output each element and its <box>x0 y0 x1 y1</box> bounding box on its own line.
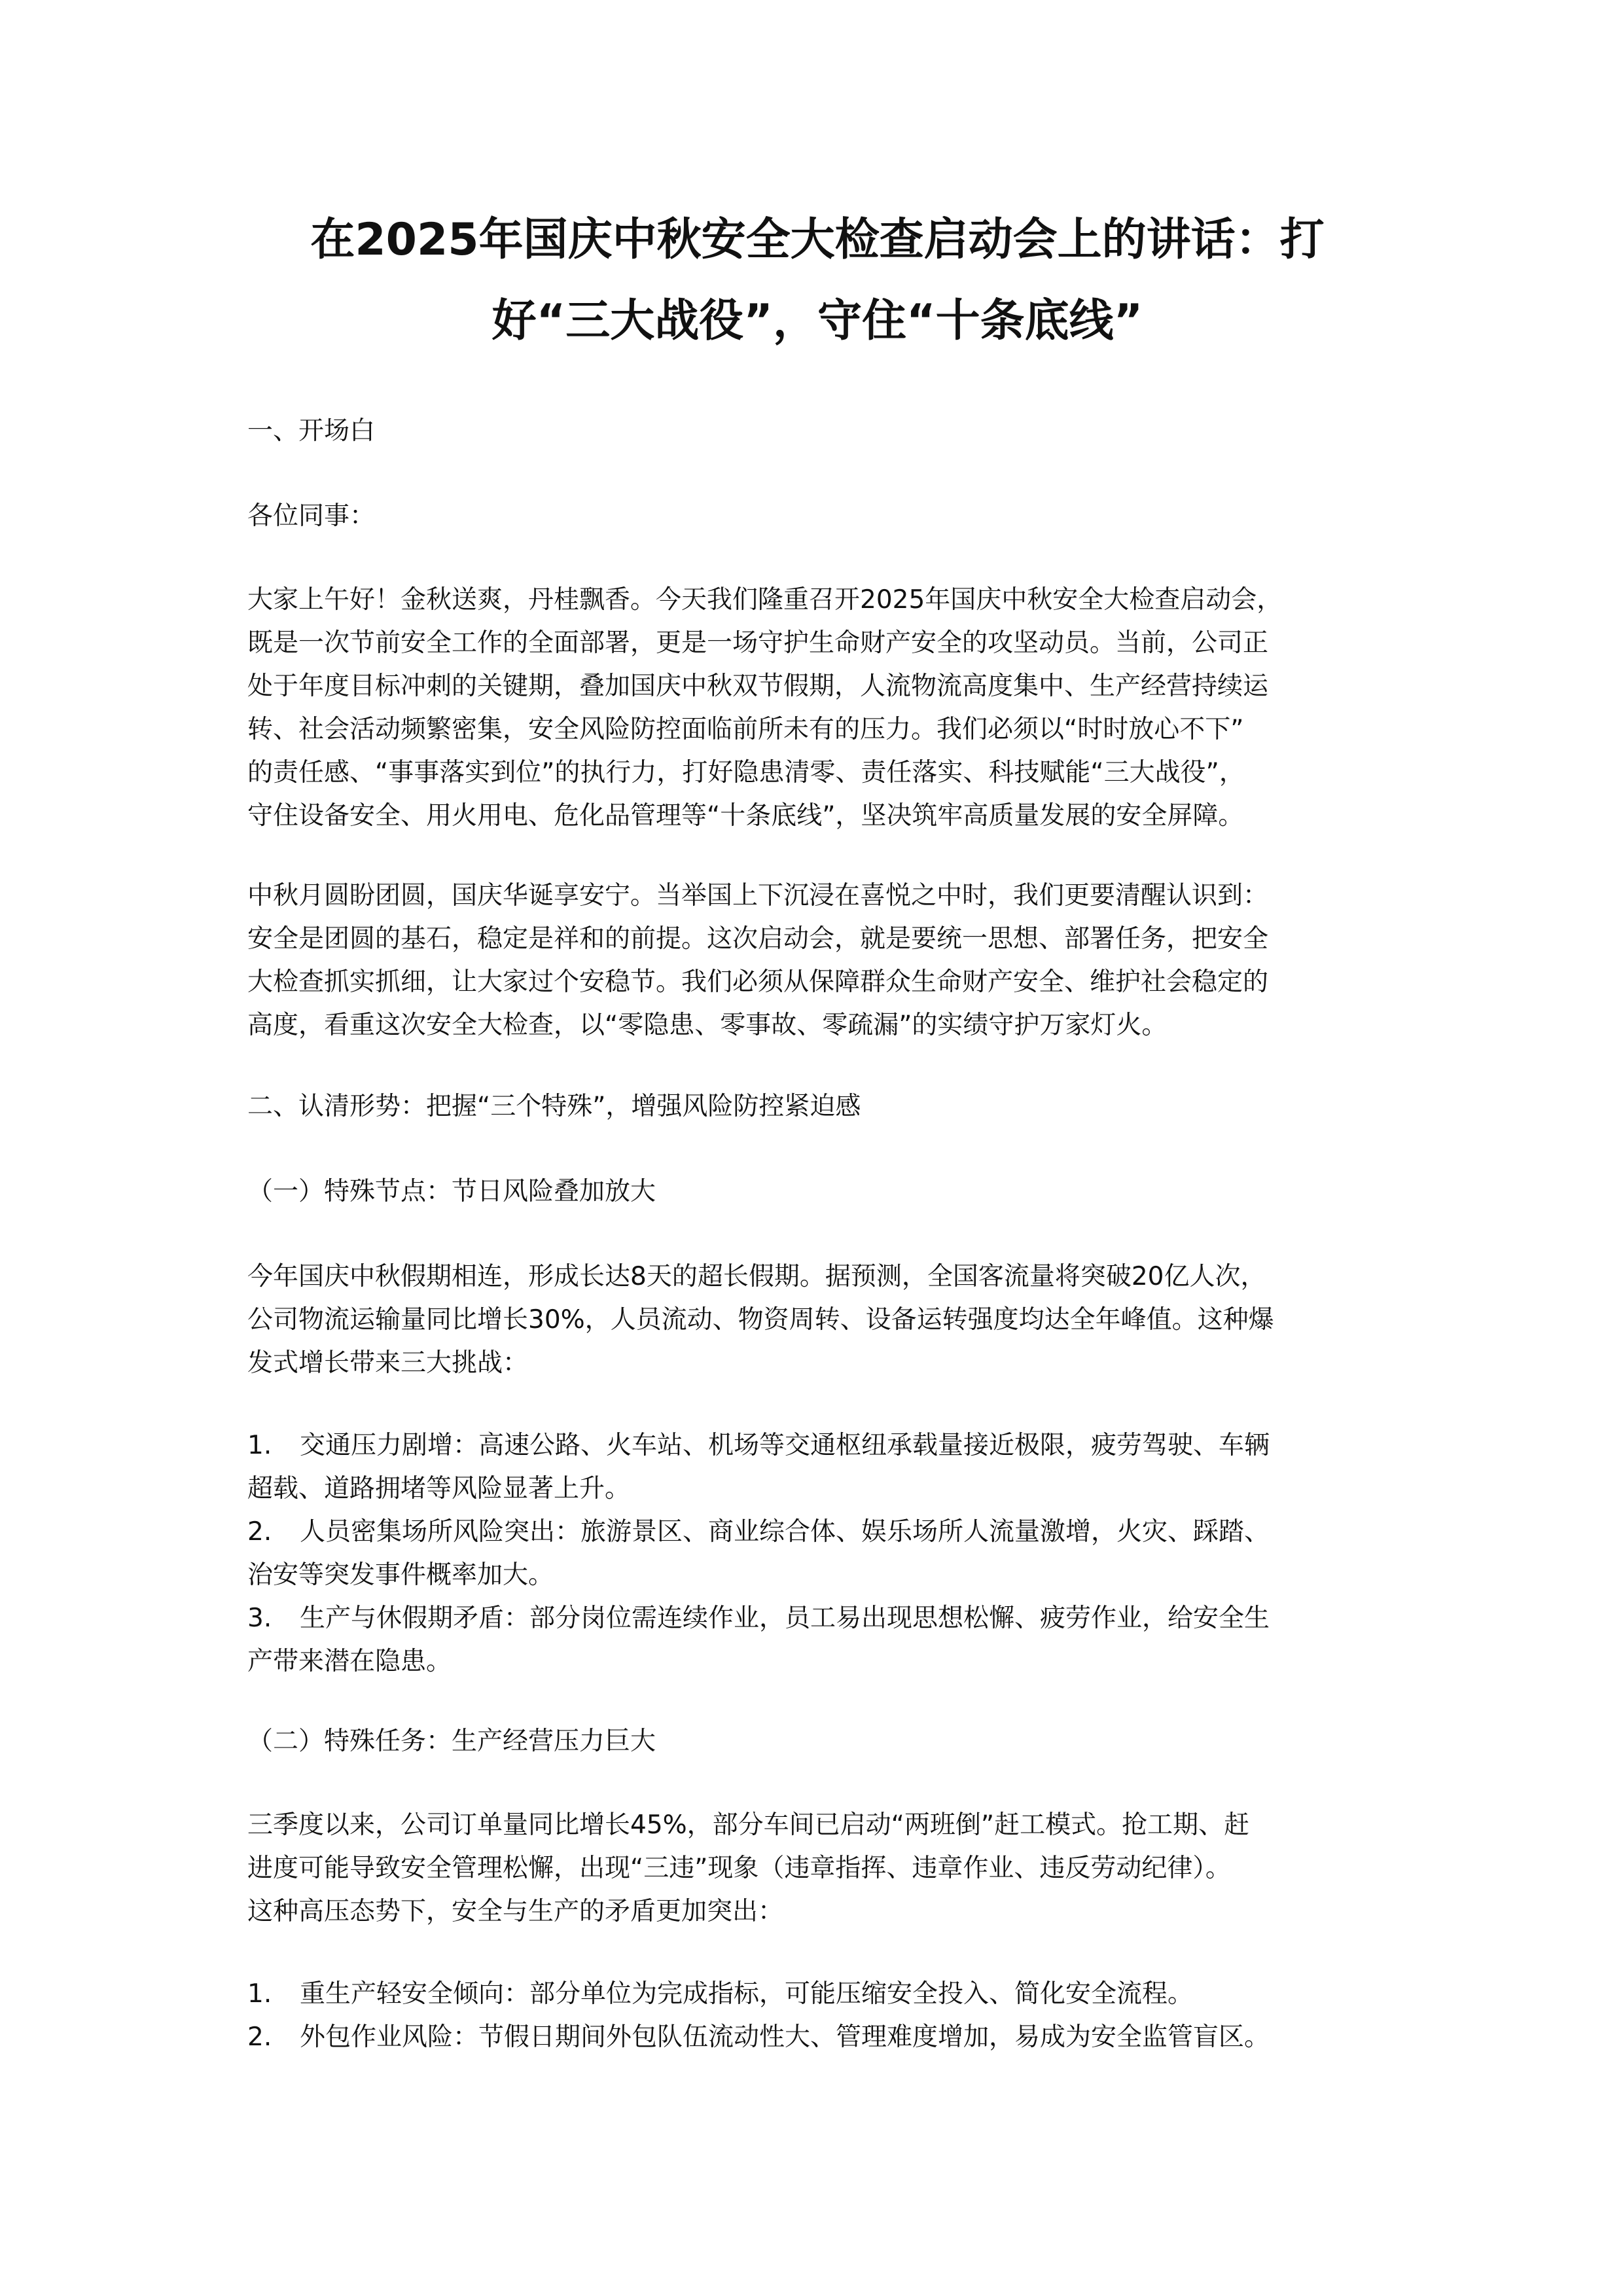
title-line: 好“三大战役”，守住“十条底线” <box>491 295 1143 347</box>
paragraph: 三季度以来，公司订单量同比增长45%，部分车间已启动“两班倒”赶工模式。抢工期、赶 进度可能导致安全管理松懈，出现“三违”现象（违章指挥、违章作业、违反劳动纪律）。 这种高压态势下，安全与生产的矛盾更加突出： <box>247 1810 1250 1926</box>
document-title <box>247 200 1387 362</box>
list-item-continuation: 超载、道路拥堵等风险显著上升。 <box>247 1474 631 1503</box>
list-item: 2. 外包作业风险：节假日期间外包队伍流动性大、管理难度增加，易成为安全监管盲区。 <box>247 2022 1270 2052</box>
paragraph: 中秋月圆盼团圆，国庆华诞享安宁。当举国上下沉浸在喜悦之中时，我们更要清醒认识到： 安全是团圆的基石，稳定是祥和的前提。这次启动会，就是要统一思想、部署任务，把安全 大检查抓实抓细，让大家过个安稳节。我们必须从保障群众生命财产安全、维护社会稳定的 高度，看重这次安全大检查，以“零隐患、零事故、零疏漏”的实绩守护万家灯火。 <box>247 881 1269 1040</box>
list-item: 3. 生产与休假期矛盾：部分岗位需连续作业，员工易出现思想松懈、疲劳作业，给安全生 <box>247 1604 1270 1633</box>
subsection-heading: （二）特殊任务：生产经营压力巨大 <box>247 1727 656 1756</box>
title-line: 在2025年国庆中秋安全大检查启动会上的讲话：打 <box>310 214 1325 266</box>
list-item-continuation: 治安等突发事件概率加大。 <box>247 1560 554 1590</box>
list-item: 1. 交通压力剧增：高速公路、火车站、机场等交通枢纽承载量接近极限，疲劳驾驶、车辆 <box>247 1431 1270 1460</box>
list-item-continuation: 产带来潜在隐患。 <box>247 1647 452 1676</box>
numbered-list <box>247 1424 1387 1683</box>
numbered-list <box>247 1973 1387 2059</box>
greeting: 各位同事： <box>247 501 376 531</box>
list-item: 2. 人员密集场所风险突出：旅游景区、商业综合体、娱乐场所人流量激增，火灾、踩踏、 <box>247 1517 1270 1547</box>
paragraph: 今年国庆中秋假期相连，形成长达8天的超长假期。据预测，全国客流量将突破20亿人次， 公司物流运输量同比增长30%，人员流动、物资周转、设备运转强度均达全年峰值。这种爆 发式增长带来三大挑战： <box>247 1262 1274 1378</box>
subsection-heading: （一）特殊节点：节日风险叠加放大 <box>247 1177 656 1206</box>
section-heading: 二、认清形势：把握“三个特殊”，增强风险防控紧迫感 <box>247 1092 861 1121</box>
paragraph: 大家上午好！金秋送爽，丹桂飘香。今天我们隆重召开2025年国庆中秋安全大检查启动会， 既是一次节前安全工作的全面部署，更是一场守护生命财产安全的攻坚动员。当前，公司正 处于年度目标冲刺的关键期，叠加国庆中秋双节假期，人流物流高度集中、生产经营持续运 转、社会活动频繁密集，安全风险防控面临前所未有的压力。我们必须以“时时放心不下” 的责任感、“事事落实到位”的执行力，打好隐患清零、责任落实、科技赋能“三大战役”， 守住设备安全、用火用电、危化品管理等“十条底线”，坚决筑牢高质量发展的安全屏障。 <box>247 585 1283 831</box>
section-heading: 一、开场白 <box>247 416 376 446</box>
list-item: 1. 重生产轻安全倾向：部分单位为完成指标，可能压缩安全投入、简化安全流程。 <box>247 1979 1194 2009</box>
